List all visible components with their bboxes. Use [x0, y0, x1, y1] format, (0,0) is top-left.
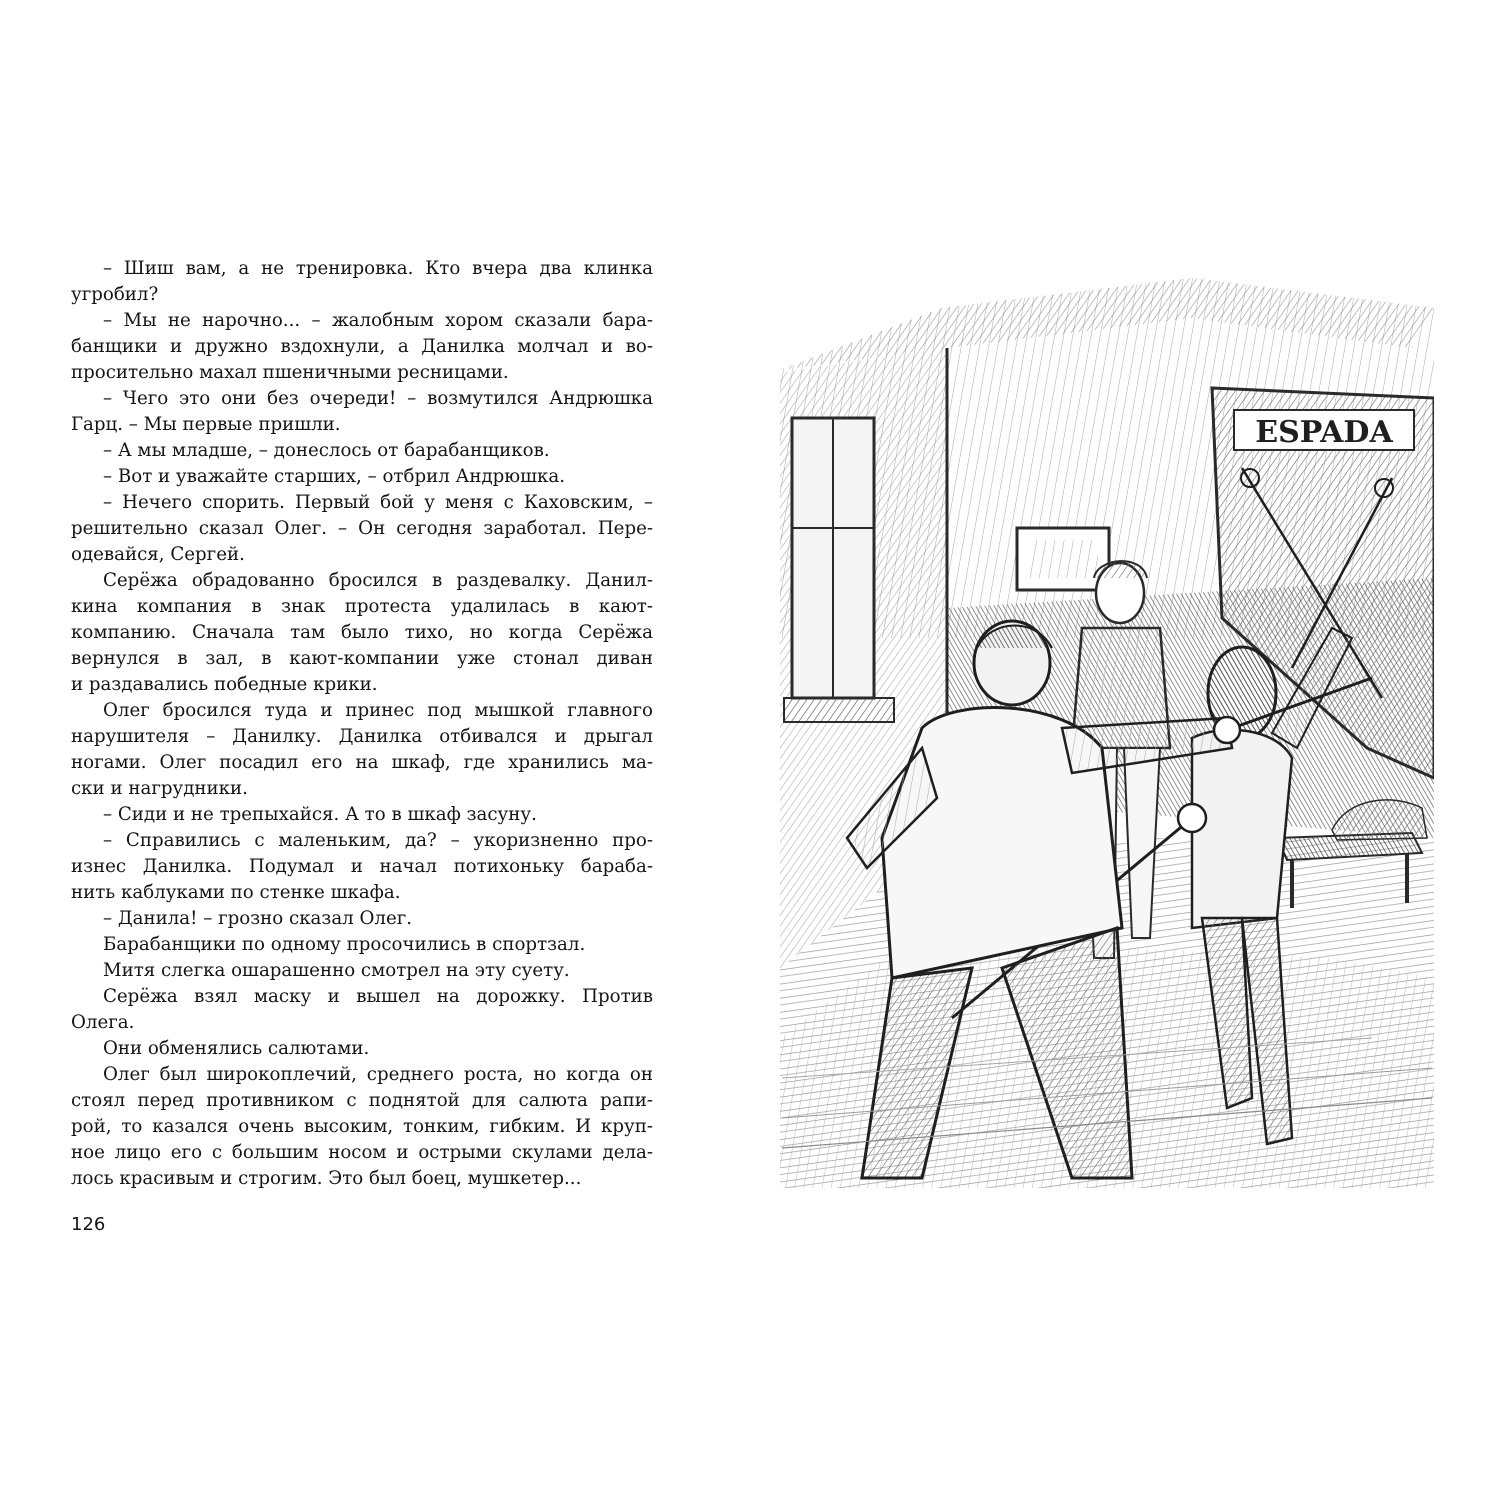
- text-line: – Сиди и не трепыхайся. А то в шкаф засуну.: [103, 804, 537, 825]
- text-line: – Мы не нарочно... – жалобным хором сказали бара-: [103, 310, 653, 331]
- text-line: Серёжа взял маску и вышел на дорожку. Против: [103, 986, 653, 1007]
- text-line: лось красивым и строгим. Это был боец, мушкетер...: [71, 1168, 582, 1189]
- text-line: изнес Данилка. Подумал и начал потихоньку бараба-: [71, 856, 653, 877]
- text-line: Они обменялись салютами.: [103, 1038, 370, 1059]
- opponent-sword-guard: [1178, 804, 1206, 832]
- text-line: решительно сказал Олег. – Он сегодня заработал. Пере-: [71, 518, 653, 539]
- text-line: – Чего это они без очереди! – возмутился Андрюшка: [103, 388, 653, 409]
- text-line: Гарц. – Мы первые пришли.: [71, 414, 341, 435]
- text-line: Барабанщики по одному просочились в спортзал.: [103, 934, 586, 955]
- text-line: Олег бросился туда и принес под мышкой главного: [103, 700, 653, 721]
- fencing-illustration: [772, 278, 1434, 1188]
- text-line: – Нечего спорить. Первый бой у меня с Каховским, –: [103, 492, 653, 513]
- text-line: и раздавались победные крики.: [71, 674, 378, 695]
- opponent-jacket: [1192, 730, 1292, 928]
- fencing-sketch-image: [772, 278, 1434, 1188]
- text-line: рой, то казался очень высоким, тонким, гибким. И круп-: [71, 1116, 653, 1137]
- text-line: Олег был широкоплечий, среднего роста, но когда он: [103, 1064, 653, 1085]
- text-line: – А мы младше, – донеслось от барабанщиков.: [103, 440, 550, 461]
- text-line: Олега.: [71, 1012, 135, 1033]
- text-line: – Данила! – грозно сказал Олег.: [103, 908, 413, 929]
- text-line: нарушителя – Данилку. Данилка отбивался и дрыгал: [71, 726, 653, 747]
- text-line: компанию. Сначала там было тихо, но когда Серёжа: [71, 622, 653, 643]
- left-page-text: [71, 256, 653, 1192]
- text-line: одевайся, Сергей.: [71, 544, 245, 565]
- poster-title: ESPADA: [1255, 415, 1393, 450]
- window-sill: [784, 698, 894, 722]
- text-line: угробил?: [71, 284, 159, 305]
- text-line: Серёжа обрадованно бросился в раздевалку. Данил-: [103, 570, 653, 591]
- wall-picture-inner: [1028, 540, 1098, 578]
- text-line: – Вот и уважайте старших, – отбрил Андрюшка.: [103, 466, 566, 487]
- text-line: – Справились с маленьким, да? – укоризненно про-: [103, 830, 653, 851]
- text-line: банщики и дружно вздохнули, а Данилка молчал и во-: [71, 336, 653, 357]
- text-line: ногами. Олег посадил его на шкаф, где хранились ма-: [71, 752, 653, 773]
- fencer-sword-guard: [1214, 717, 1240, 743]
- text-line: нить каблуками по стенке шкафа.: [71, 882, 401, 903]
- text-line: стоял перед противником с поднятой для салюта рапи-: [71, 1090, 653, 1111]
- text-line: вернулся в зал, в кают-компании уже стонал диван: [71, 648, 653, 669]
- text-line: ски и нагрудники.: [71, 778, 248, 799]
- text-line: Митя слегка ошарашенно смотрел на эту суету.: [103, 960, 570, 981]
- text-line: кина компания в знак протеста удалилась в кают-: [71, 596, 653, 617]
- text-line: – Шиш вам, а не тренировка. Кто вчера два клинка: [103, 258, 653, 279]
- text-line: ное лицо его с большим носом и острыми скулами дела-: [71, 1142, 653, 1163]
- text-line: просительно махал пшеничными ресницами.: [71, 362, 509, 383]
- page-number: 126: [71, 1214, 106, 1235]
